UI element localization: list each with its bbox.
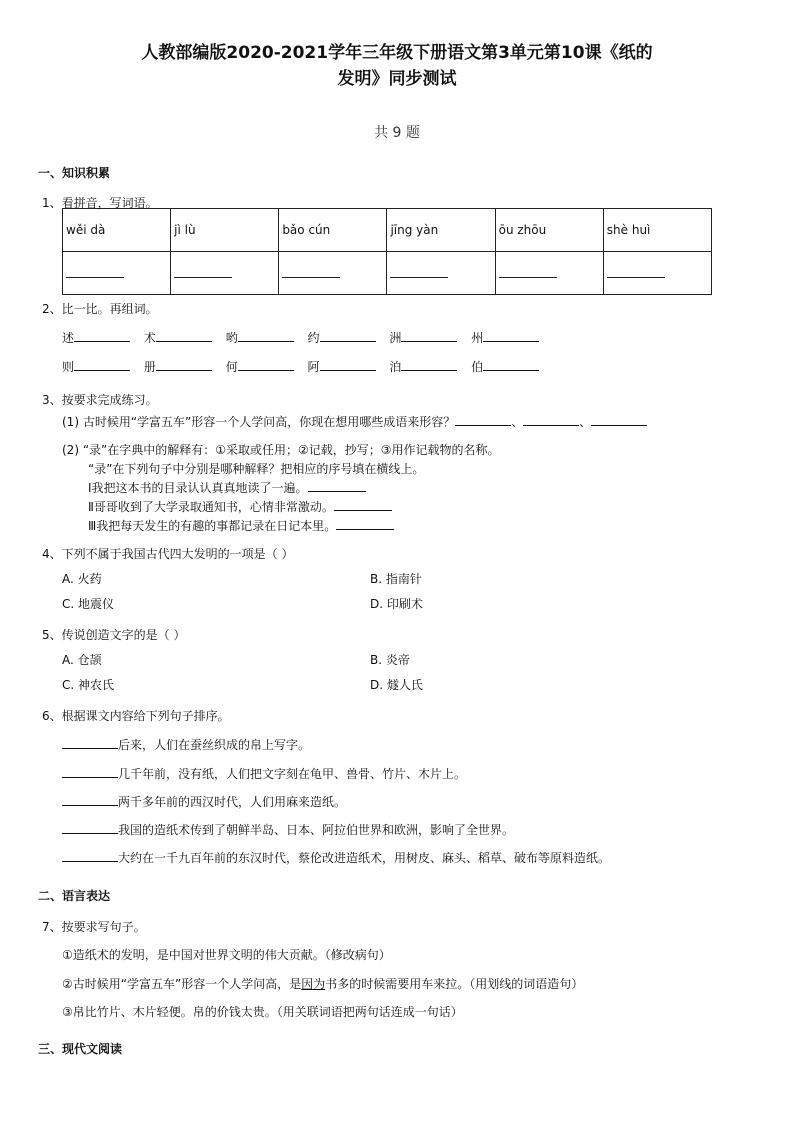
- char: 册: [143, 360, 156, 374]
- char: 泊: [389, 360, 402, 374]
- pinyin-cell: shè huì: [603, 209, 711, 252]
- option-c[interactable]: C. 地震仪: [62, 597, 115, 611]
- q3-sentence-1: [88, 479, 366, 496]
- answer-cell[interactable]: [603, 252, 711, 295]
- order-item: [62, 849, 610, 866]
- sentence-text: Ⅱ哥哥收到了大学录取通知书，心情非常激动。: [88, 500, 334, 514]
- q4-prompt: 4、下列不属于我国古代四大发明的一项是（ ）: [42, 547, 294, 561]
- sentence-text: Ⅰ我把这本书的目录认认真真地读了一遍。: [88, 481, 308, 495]
- order-text: 后来，人们在蚕丝织成的帛上写字。: [118, 738, 311, 752]
- order-item: [62, 736, 310, 753]
- q7-sentence-1: ①造纸术的发明，是中国对世界文明的伟大贡献。（修改病句）: [62, 948, 391, 962]
- answer-blank[interactable]: [390, 265, 448, 278]
- q3-part1-text: (1) 古时候用“学富五车”形容一个人学问高，你现在想用哪些成语来形容？: [62, 415, 456, 429]
- option-b[interactable]: B. 炎帝: [370, 653, 410, 667]
- q3-part1: [62, 413, 647, 430]
- blank[interactable]: [320, 358, 376, 371]
- char: 何: [225, 360, 238, 374]
- q3-part2-line2: “录”在下列句子中分别是哪种解释？把相应的序号填在横线上。: [88, 462, 425, 476]
- answer-blank[interactable]: [174, 265, 232, 278]
- order-item: [62, 793, 346, 810]
- char: 阿: [307, 360, 320, 374]
- blank[interactable]: [483, 329, 539, 342]
- option-d[interactable]: D. 燧人氏: [370, 678, 423, 692]
- section-heading-1: 一、知识积累: [38, 166, 111, 180]
- separator: 、: [579, 415, 592, 429]
- blank[interactable]: [523, 413, 579, 426]
- order-item: [62, 821, 514, 838]
- option-b[interactable]: B. 指南针: [370, 572, 422, 586]
- page-title-line2: 发明》同步测试: [337, 69, 457, 89]
- blank[interactable]: [455, 413, 511, 426]
- char: 洲: [389, 331, 402, 345]
- section-heading-2: 二、语言表达: [38, 889, 111, 903]
- pinyin-cell: jīng yàn: [387, 209, 495, 252]
- q3-sentence-3: [88, 517, 394, 534]
- q3-prompt: 3、按要求完成练习。: [42, 393, 158, 407]
- pinyin-row: [63, 209, 712, 252]
- answer-cell[interactable]: [63, 252, 171, 295]
- blank[interactable]: [74, 358, 130, 371]
- q6-prompt: 6、根据课文内容给下列句子排序。: [42, 709, 230, 723]
- answer-blank[interactable]: [499, 265, 557, 278]
- blank[interactable]: [336, 517, 394, 530]
- blank[interactable]: [320, 329, 376, 342]
- underlined-word: 因为: [301, 977, 326, 991]
- answer-row: [63, 252, 712, 295]
- pinyin-cell: wěi dà: [63, 209, 171, 252]
- question-count: 共 9 题: [374, 125, 420, 141]
- char: 伯: [471, 360, 484, 374]
- q2-prompt: 2、比一比。再组词。: [42, 302, 158, 316]
- answer-blank[interactable]: [282, 265, 340, 278]
- blank[interactable]: [238, 329, 294, 342]
- order-blank[interactable]: [62, 765, 118, 778]
- q5-prompt: 5、传说创造文字的是（ ）: [42, 628, 186, 642]
- char: 州: [471, 331, 484, 345]
- answer-cell[interactable]: [495, 252, 603, 295]
- section-heading-3: 三、现代文阅读: [38, 1042, 123, 1056]
- order-text: 两千多年前的西汉时代，人们用麻来造纸。: [118, 795, 347, 809]
- answer-cell[interactable]: [171, 252, 279, 295]
- answer-cell[interactable]: [279, 252, 387, 295]
- option-a[interactable]: A. 火药: [62, 572, 102, 586]
- answer-cell[interactable]: [387, 252, 495, 295]
- order-blank[interactable]: [62, 736, 118, 749]
- order-item: [62, 765, 466, 782]
- blank[interactable]: [591, 413, 647, 426]
- separator: 、: [511, 415, 524, 429]
- blank[interactable]: [483, 358, 539, 371]
- order-text: 几千年前，没有纸，人们把文字刻在龟甲、兽骨、竹片、木片上。: [118, 767, 467, 781]
- q7-sentence-3: ③帛比竹片、木片轻便。帛的价钱太贵。（用关联词语把两句话连成一句话）: [62, 1005, 463, 1019]
- pinyin-table: [62, 208, 712, 295]
- answer-blank[interactable]: [66, 265, 124, 278]
- pinyin-cell: ōu zhōu: [495, 209, 603, 252]
- q7-prompt: 7、按要求写句子。: [42, 920, 146, 934]
- option-c[interactable]: C. 神农氏: [62, 678, 115, 692]
- char: 述: [62, 331, 75, 345]
- blank[interactable]: [401, 358, 457, 371]
- order-text: 我国的造纸术传到了朝鲜半岛、日本、阿拉伯世界和欧洲，影响了全世界。: [118, 823, 515, 837]
- sentence-text: Ⅲ我把每天发生的有趣的事都记录在日记本里。: [88, 519, 337, 533]
- option-d[interactable]: D. 印刷术: [370, 597, 423, 611]
- char: 术: [143, 331, 156, 345]
- pinyin-cell: bǎo cún: [279, 209, 387, 252]
- q3-part2-line1: (2) “录”在字典中的解释有：①采取或任用；②记载，抄写；③用作记载物的名称。: [62, 443, 500, 457]
- page-title-line1: 人教部编版2020-2021学年三年级下册语文第3单元第10课《纸的: [141, 43, 653, 63]
- blank[interactable]: [334, 498, 392, 511]
- blank[interactable]: [74, 329, 130, 342]
- order-text: 大约在一千九百年前的东汉时代，蔡伦改进造纸术，用树皮、麻头、稻草、破布等原料造纸。: [118, 851, 611, 865]
- blank[interactable]: [401, 329, 457, 342]
- sentence-text: 书多的时候需要用车来拉。（用划线的词语造句）: [325, 977, 584, 991]
- sentence-text: ②古时候用“学富五车”形容一个人学问高，是: [62, 977, 302, 991]
- q7-sentence-2: [62, 975, 583, 992]
- order-blank[interactable]: [62, 793, 118, 806]
- option-a[interactable]: A. 仓颉: [62, 653, 102, 667]
- compare-row-1: [62, 329, 539, 346]
- blank[interactable]: [308, 479, 366, 492]
- char: 哟: [225, 331, 238, 345]
- char: 则: [62, 360, 75, 374]
- blank[interactable]: [156, 329, 212, 342]
- q3-sentence-2: [88, 498, 392, 515]
- pinyin-cell: jì lù: [171, 209, 279, 252]
- blank[interactable]: [156, 358, 212, 371]
- compare-row-2: [62, 358, 539, 375]
- order-blank[interactable]: [62, 849, 118, 862]
- order-blank[interactable]: [62, 821, 118, 834]
- blank[interactable]: [238, 358, 294, 371]
- answer-blank[interactable]: [607, 265, 665, 278]
- q1-prompt: 1、看拼音，写词语。: [42, 196, 158, 210]
- char: 约: [307, 331, 320, 345]
